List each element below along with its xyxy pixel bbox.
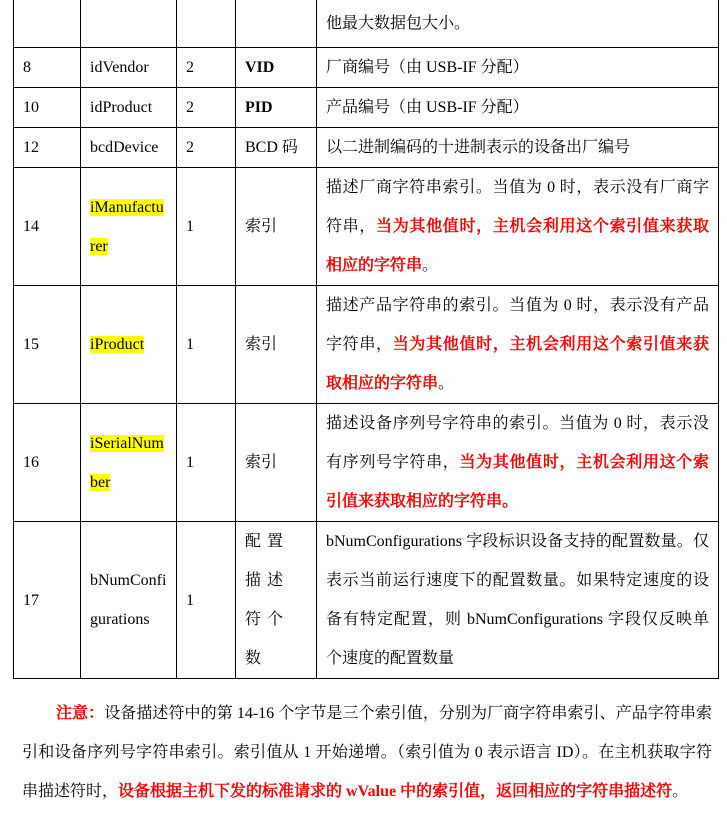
desc-cell <box>317 168 719 286</box>
note-emphasis: 设备根据主机下发的标准请求的 wValue 中的索引值，返回相应的字符串描述符 <box>118 783 673 800</box>
table-row <box>14 0 719 48</box>
field-cell <box>81 168 177 286</box>
desc-emphasis: 当为其他值时，主机会利用这个索引值来获取相应的字符串 <box>326 336 709 392</box>
desc-cell <box>317 404 719 522</box>
value-cell: BCD 码 <box>236 128 317 168</box>
table-row <box>14 128 719 168</box>
value-cell: 配置描述符个数 <box>236 522 317 679</box>
value-cell: 索引 <box>236 286 317 404</box>
note-label: 注意： <box>56 705 105 722</box>
desc-text: 描述厂商字符串索引。当值为 0 时，表示没有厂商字符串， <box>326 179 709 235</box>
size-cell: 2 <box>177 128 236 168</box>
desc-text: 描述设备序列号字符串的索引。当值为 0 时，表示没有序列号字符串， <box>326 415 709 471</box>
desc-emphasis: 当为其他值时，主机会利用这个索引值来获取相应的字符串。 <box>326 454 709 510</box>
value-cell: VID <box>236 48 317 88</box>
offset-cell: 14 <box>14 168 81 286</box>
highlighted-field: iSerialNumber <box>90 434 164 491</box>
note-paragraph <box>22 694 712 811</box>
value-cell: 索引 <box>236 404 317 522</box>
table-row <box>14 48 719 88</box>
value-cell: PID <box>236 88 317 128</box>
size-cell: 1 <box>177 522 236 679</box>
desc-cell: bNumConfigurations 字段标识设备支持的配置数量。仅表示当前运行速度下的配置数量。如果特定速度的设备有特定配置，则 bNumConfigurations 字段仅反映单个速度的配置数量 <box>317 522 719 679</box>
size-cell: 2 <box>177 88 236 128</box>
desc-tail: 。 <box>438 375 455 392</box>
desc-cell: 他最大数据包大小。 <box>317 0 719 48</box>
table-row <box>14 88 719 128</box>
field-cell <box>81 286 177 404</box>
desc-text: 描述产品字符串的索引。当值为 0 时，表示没有产品字符串， <box>326 297 709 353</box>
desc-cell: 以二进制编码的十进制表示的设备出厂编号 <box>317 128 719 168</box>
size-cell: 1 <box>177 168 236 286</box>
field-cell: bNumConfigurations <box>81 522 177 679</box>
desc-cell: 产品编号（由 USB-IF 分配） <box>317 88 719 128</box>
offset-cell: 15 <box>14 286 81 404</box>
size-cell: 1 <box>177 286 236 404</box>
field-cell <box>81 404 177 522</box>
field-cell: idProduct <box>81 88 177 128</box>
desc-emphasis: 当为其他值时，主机会利用这个索引值来获取相应的字符串 <box>326 218 709 274</box>
table-row <box>14 404 719 522</box>
note-tail: 。 <box>672 783 689 800</box>
field-cell: bcdDevice <box>81 128 177 168</box>
offset-cell: 12 <box>14 128 81 168</box>
desc-cell: 厂商编号（由 USB-IF 分配） <box>317 48 719 88</box>
table-row <box>14 168 719 286</box>
table-row <box>14 286 719 404</box>
offset-cell: 10 <box>14 88 81 128</box>
offset-cell: 8 <box>14 48 81 88</box>
table-row <box>14 522 719 679</box>
highlighted-field: iManufacturer <box>90 198 164 255</box>
desc-cell <box>317 286 719 404</box>
highlighted-field: iProduct <box>90 336 145 353</box>
offset-cell: 16 <box>14 404 81 522</box>
offset-cell: 17 <box>14 522 81 679</box>
note-text: 设备描述符中的第 14-16 个字节是三个索引值，分别为厂商字符串索引、产品字符串索引和设备序列号字符串索引。索引值从 1 开始递增。（索引值为 0 表示语言 ID）。在主机获取字符串描述符时， <box>22 705 712 800</box>
field-cell: idVendor <box>81 48 177 88</box>
size-cell: 1 <box>177 404 236 522</box>
device-descriptor-table <box>13 0 719 679</box>
value-cell: 索引 <box>236 168 317 286</box>
desc-tail: 。 <box>422 257 439 274</box>
size-cell: 2 <box>177 48 236 88</box>
